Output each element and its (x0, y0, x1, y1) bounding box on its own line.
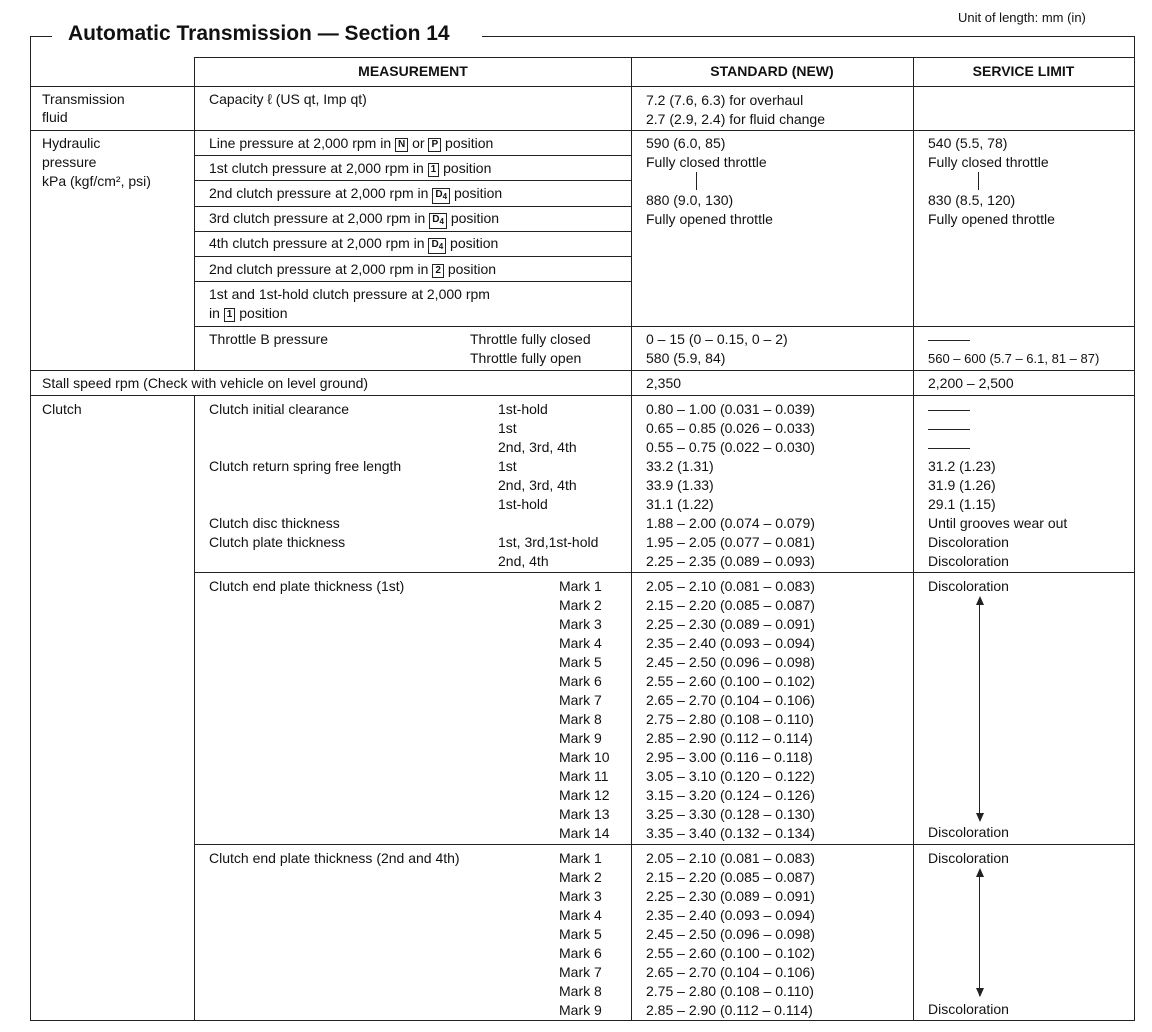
end2-range-arrow (979, 872, 980, 996)
r4-post: position (450, 235, 499, 251)
end1-mark: Mark 12 (559, 787, 610, 803)
clutch-row-std: 1.95 – 2.05 (0.077 – 0.081) (646, 534, 815, 550)
clutch-label: Clutch (42, 401, 82, 417)
clutch-row-std: 0.55 – 0.75 (0.022 – 0.030) (646, 439, 815, 455)
throttle-std-open: 580 (5.9, 84) (646, 350, 726, 366)
header-measurement: MEASUREMENT (358, 63, 468, 79)
end1-std: 2.85 – 2.90 (0.112 – 0.114) (646, 730, 813, 746)
r1-post: position (443, 160, 492, 176)
hyd-std-d: Fully opened throttle (646, 211, 773, 227)
clutch-row-sub: 1st (498, 420, 517, 436)
clutch-row-name: Clutch initial clearance (209, 401, 350, 417)
d4-sub: 4 (439, 217, 444, 226)
hyd-std-connector (696, 172, 697, 190)
hyd-2nd-clutch-2 (209, 260, 496, 279)
clutch-row-sub: 1st (498, 458, 517, 474)
clutch-row-sub: 1st-hold (498, 401, 548, 417)
end1-lim-bottom: Discoloration (928, 824, 1009, 840)
fluid-capacity: Capacity ℓ (US qt, Imp qt) (209, 91, 367, 107)
end2-std: 2.15 – 2.20 (0.085 – 0.087) (646, 869, 815, 885)
section-title: Automatic Transmission — Section 14 (62, 22, 456, 46)
end1-mark: Mark 2 (559, 597, 602, 613)
two-position-box: 2 (432, 264, 444, 278)
r3-text: 3rd clutch pressure at 2,000 rpm in (209, 210, 426, 226)
header-top-line (194, 57, 1134, 58)
throttle-label: Throttle B pressure (209, 331, 329, 347)
end1-mark: Mark 6 (559, 673, 602, 689)
end1-std: 2.35 – 2.40 (0.093 – 0.094) (646, 635, 815, 651)
line-pressure-text: Line pressure at 2,000 rpm in (209, 135, 392, 151)
end1-mark: Mark 4 (559, 635, 602, 651)
clutch-row-limit: Discoloration (928, 534, 1009, 550)
clutch-row-limit: 31.2 (1.23) (928, 458, 996, 474)
end1-arrowhead-down (976, 813, 984, 822)
hyd-1st-hold-line2 (209, 304, 288, 323)
stall-std: 2,350 (646, 375, 682, 391)
end1-mark: Mark 3 (559, 616, 602, 632)
header-bottom-line (30, 86, 1135, 87)
hyd-lim-connector (978, 172, 979, 190)
clutch-row-std: 31.1 (1.22) (646, 496, 714, 512)
end2-std: 2.35 – 2.40 (0.093 – 0.094) (646, 907, 815, 923)
clutch-row-limit: ——— (928, 401, 970, 417)
clutch-row-std: 0.65 – 0.85 (0.026 – 0.033) (646, 420, 815, 436)
end2-lim-top: Discoloration (928, 850, 1009, 866)
end2-std: 2.05 – 2.10 (0.081 – 0.083) (646, 850, 815, 866)
hydraulic-bottom-line (30, 370, 1135, 371)
end2-top-line (194, 844, 1134, 845)
r2-text: 2nd clutch pressure at 2,000 rpm in (209, 185, 429, 201)
hyd-2nd-clutch (209, 184, 502, 204)
hyd-lim-c: 830 (8.5, 120) (928, 192, 1016, 208)
end1-std: 3.35 – 3.40 (0.132 – 0.134) (646, 825, 815, 841)
d4-letter: D (432, 214, 440, 225)
hyd-std-a: 590 (6.0, 85) (646, 135, 726, 151)
d4-letter: D (431, 239, 439, 250)
hyd-row-line-3 (194, 206, 632, 207)
r5-text: 2nd clutch pressure at 2,000 rpm in (209, 261, 429, 277)
end1-top-line (194, 572, 1134, 573)
hyd-3rd-clutch (209, 209, 499, 229)
end1-std: 2.65 – 2.70 (0.104 – 0.106) (646, 692, 815, 708)
end1-std: 2.75 – 2.80 (0.108 – 0.110) (646, 711, 814, 727)
hyd-lim-d: Fully opened throttle (928, 211, 1055, 227)
header-standard: STANDARD (NEW) (710, 63, 834, 79)
stall-label: Stall speed rpm (Check with vehicle on level ground) (42, 375, 369, 391)
hyd-lim-b: Fully closed throttle (928, 154, 1049, 170)
hyd-1st-clutch (209, 159, 491, 178)
d4-sub: 4 (442, 192, 448, 201)
throttle-closed-label: Throttle fully closed (470, 331, 591, 347)
end1-mark: Mark 8 (559, 711, 602, 727)
end1-label: Clutch end plate thickness (1st) (209, 578, 405, 594)
end1-mark: Mark 14 (559, 825, 610, 841)
end1-mark: Mark 9 (559, 730, 602, 746)
end1-mark: Mark 1 (559, 578, 602, 594)
col-sep-2 (631, 57, 632, 1020)
end2-std: 2.65 – 2.70 (0.104 – 0.106) (646, 964, 815, 980)
r1-text: 1st clutch pressure at 2,000 rpm in (209, 160, 424, 176)
clutch-row-name: Clutch disc thickness (209, 515, 340, 531)
one-position-box: 1 (428, 163, 440, 177)
col-sep-3 (913, 57, 914, 1020)
hyd-4th-clutch (209, 234, 498, 254)
end2-arrowhead-down (976, 988, 984, 997)
end1-mark: Mark 10 (559, 749, 610, 765)
r4-text: 4th clutch pressure at 2,000 rpm in (209, 235, 425, 251)
clutch-row-std: 33.9 (1.33) (646, 477, 714, 493)
hyd-row-line-2 (194, 180, 632, 181)
d4-sub: 4 (438, 242, 444, 251)
r6-in: in (209, 305, 220, 321)
end2-mark: Mark 6 (559, 945, 602, 961)
r5-post: position (447, 261, 497, 277)
d4-position-box (432, 188, 450, 204)
fluid-std-2: 2.7 (2.9, 2.4) for fluid change (646, 111, 825, 127)
d4-position-box (428, 238, 446, 254)
fluid-label-1: Transmission (42, 91, 125, 107)
clutch-row-limit: 29.1 (1.15) (928, 496, 996, 512)
hyd-label-3: kPa (kgf/cm², psi) (42, 173, 151, 189)
clutch-row-limit: Until grooves wear out (928, 515, 1068, 531)
end1-std: 2.05 – 2.10 (0.081 – 0.083) (646, 578, 815, 594)
fluid-label-2: fluid (42, 109, 68, 125)
end2-lim-bottom: Discoloration (928, 1001, 1009, 1017)
throttle-top-line (194, 326, 1134, 327)
hyd-label-2: pressure (42, 154, 97, 170)
clutch-row-name: Clutch plate thickness (209, 534, 346, 550)
frame-top-right (482, 36, 1134, 37)
clutch-row-sub: 2nd, 4th (498, 553, 549, 569)
end1-std: 2.25 – 2.30 (0.089 – 0.091) (646, 616, 815, 632)
frame-left (30, 36, 31, 1020)
hyd-row-line-5 (194, 256, 632, 257)
end1-std: 2.45 – 2.50 (0.096 – 0.098) (646, 654, 815, 670)
end2-mark: Mark 5 (559, 926, 602, 942)
r2-post: position (453, 185, 503, 201)
throttle-open-label: Throttle fully open (470, 350, 582, 366)
clutch-row-sub: 1st-hold (498, 496, 548, 512)
end1-std: 3.15 – 3.20 (0.124 – 0.126) (646, 787, 815, 803)
frame-right (1134, 36, 1135, 1020)
clutch-row-sub: 1st, 3rd,1st-hold (498, 534, 599, 550)
end1-mark: Mark 11 (559, 768, 609, 784)
frame-top-left (30, 36, 52, 37)
hyd-lim-a: 540 (5.5, 78) (928, 135, 1008, 151)
one-position-box: 1 (224, 308, 236, 322)
end2-std: 2.55 – 2.60 (0.100 – 0.102) (646, 945, 815, 961)
end2-mark: Mark 4 (559, 907, 602, 923)
clutch-row-name: Clutch return spring free length (209, 458, 402, 474)
hyd-row-line-1 (194, 155, 632, 156)
end1-std: 2.95 – 3.00 (0.116 – 0.118) (646, 749, 813, 765)
end2-mark: Mark 8 (559, 983, 602, 999)
clutch-row-sub: 2nd, 3rd, 4th (498, 477, 577, 493)
end1-lim-top: Discoloration (928, 578, 1009, 594)
clutch-row-limit: ——— (928, 420, 970, 436)
end1-std: 3.25 – 3.30 (0.128 – 0.130) (646, 806, 815, 822)
clutch-row-std: 0.80 – 1.00 (0.031 – 0.039) (646, 401, 815, 417)
line-post-text: position (445, 135, 494, 151)
end2-std: 2.45 – 2.50 (0.096 – 0.098) (646, 926, 815, 942)
col-sep-1a (194, 57, 195, 370)
r3-post: position (450, 210, 500, 226)
clutch-row-limit: ——— (928, 439, 970, 455)
d4-letter: D (435, 189, 443, 200)
end2-std: 2.25 – 2.30 (0.089 – 0.091) (646, 888, 815, 904)
end2-label: Clutch end plate thickness (2nd and 4th) (209, 850, 460, 866)
end2-mark: Mark 7 (559, 964, 602, 980)
end2-arrowhead-up (976, 868, 984, 877)
frame-bottom (30, 1020, 1135, 1021)
clutch-row-std: 33.2 (1.31) (646, 458, 714, 474)
end1-mark: Mark 7 (559, 692, 602, 708)
throttle-lim-open: 560 – 600 (5.7 – 6.1, 81 – 87) (928, 351, 1100, 366)
fluid-bottom-line (30, 130, 1135, 131)
fluid-std-1: 7.2 (7.6, 6.3) for overhaul (646, 92, 804, 108)
end2-std: 2.75 – 2.80 (0.108 – 0.110) (646, 983, 814, 999)
end2-mark: Mark 3 (559, 888, 602, 904)
end1-std: 2.55 – 2.60 (0.100 – 0.102) (646, 673, 815, 689)
hyd-line-pressure (209, 134, 493, 153)
hyd-row-line-6 (194, 281, 632, 282)
p-position-box: P (428, 138, 441, 152)
hyd-std-b: Fully closed throttle (646, 154, 767, 170)
unit-note: Unit of length: mm (in) (958, 10, 1086, 25)
clutch-row-std: 2.25 – 2.35 (0.089 – 0.093) (646, 553, 815, 569)
end1-arrowhead-up (976, 596, 984, 605)
header-service-limit: SERVICE LIMIT (972, 63, 1075, 79)
line-or-text: or (412, 135, 425, 151)
end2-std: 2.85 – 2.90 (0.112 – 0.114) (646, 1002, 813, 1018)
end1-std: 3.05 – 3.10 (0.120 – 0.122) (646, 768, 815, 784)
end2-mark: Mark 9 (559, 1002, 602, 1018)
hyd-label-1: Hydraulic (42, 135, 101, 151)
n-position-box: N (395, 138, 408, 152)
end1-std: 2.15 – 2.20 (0.085 – 0.087) (646, 597, 815, 613)
end2-mark: Mark 2 (559, 869, 602, 885)
hyd-1st-hold-line1: 1st and 1st-hold clutch pressure at 2,000 rpm (209, 286, 490, 302)
end1-range-arrow (979, 600, 980, 820)
clutch-row-limit: Discoloration (928, 553, 1009, 569)
col-sep-1b (194, 395, 195, 1020)
end1-mark: Mark 5 (559, 654, 602, 670)
stall-limit: 2,200 – 2,500 (928, 375, 1014, 391)
hyd-row-line-4 (194, 231, 632, 232)
clutch-row-limit: 31.9 (1.26) (928, 477, 996, 493)
end1-mark: Mark 13 (559, 806, 610, 822)
clutch-row-sub: 2nd, 3rd, 4th (498, 439, 577, 455)
stall-bottom-line (30, 395, 1135, 396)
throttle-lim-closed: ——— (928, 331, 970, 347)
r6-post: position (239, 305, 288, 321)
end2-mark: Mark 1 (559, 850, 602, 866)
d4-position-box (429, 213, 447, 229)
throttle-std-closed: 0 – 15 (0 – 0.15, 0 – 2) (646, 331, 788, 347)
hyd-std-c: 880 (9.0, 130) (646, 192, 734, 208)
clutch-row-std: 1.88 – 2.00 (0.074 – 0.079) (646, 515, 815, 531)
